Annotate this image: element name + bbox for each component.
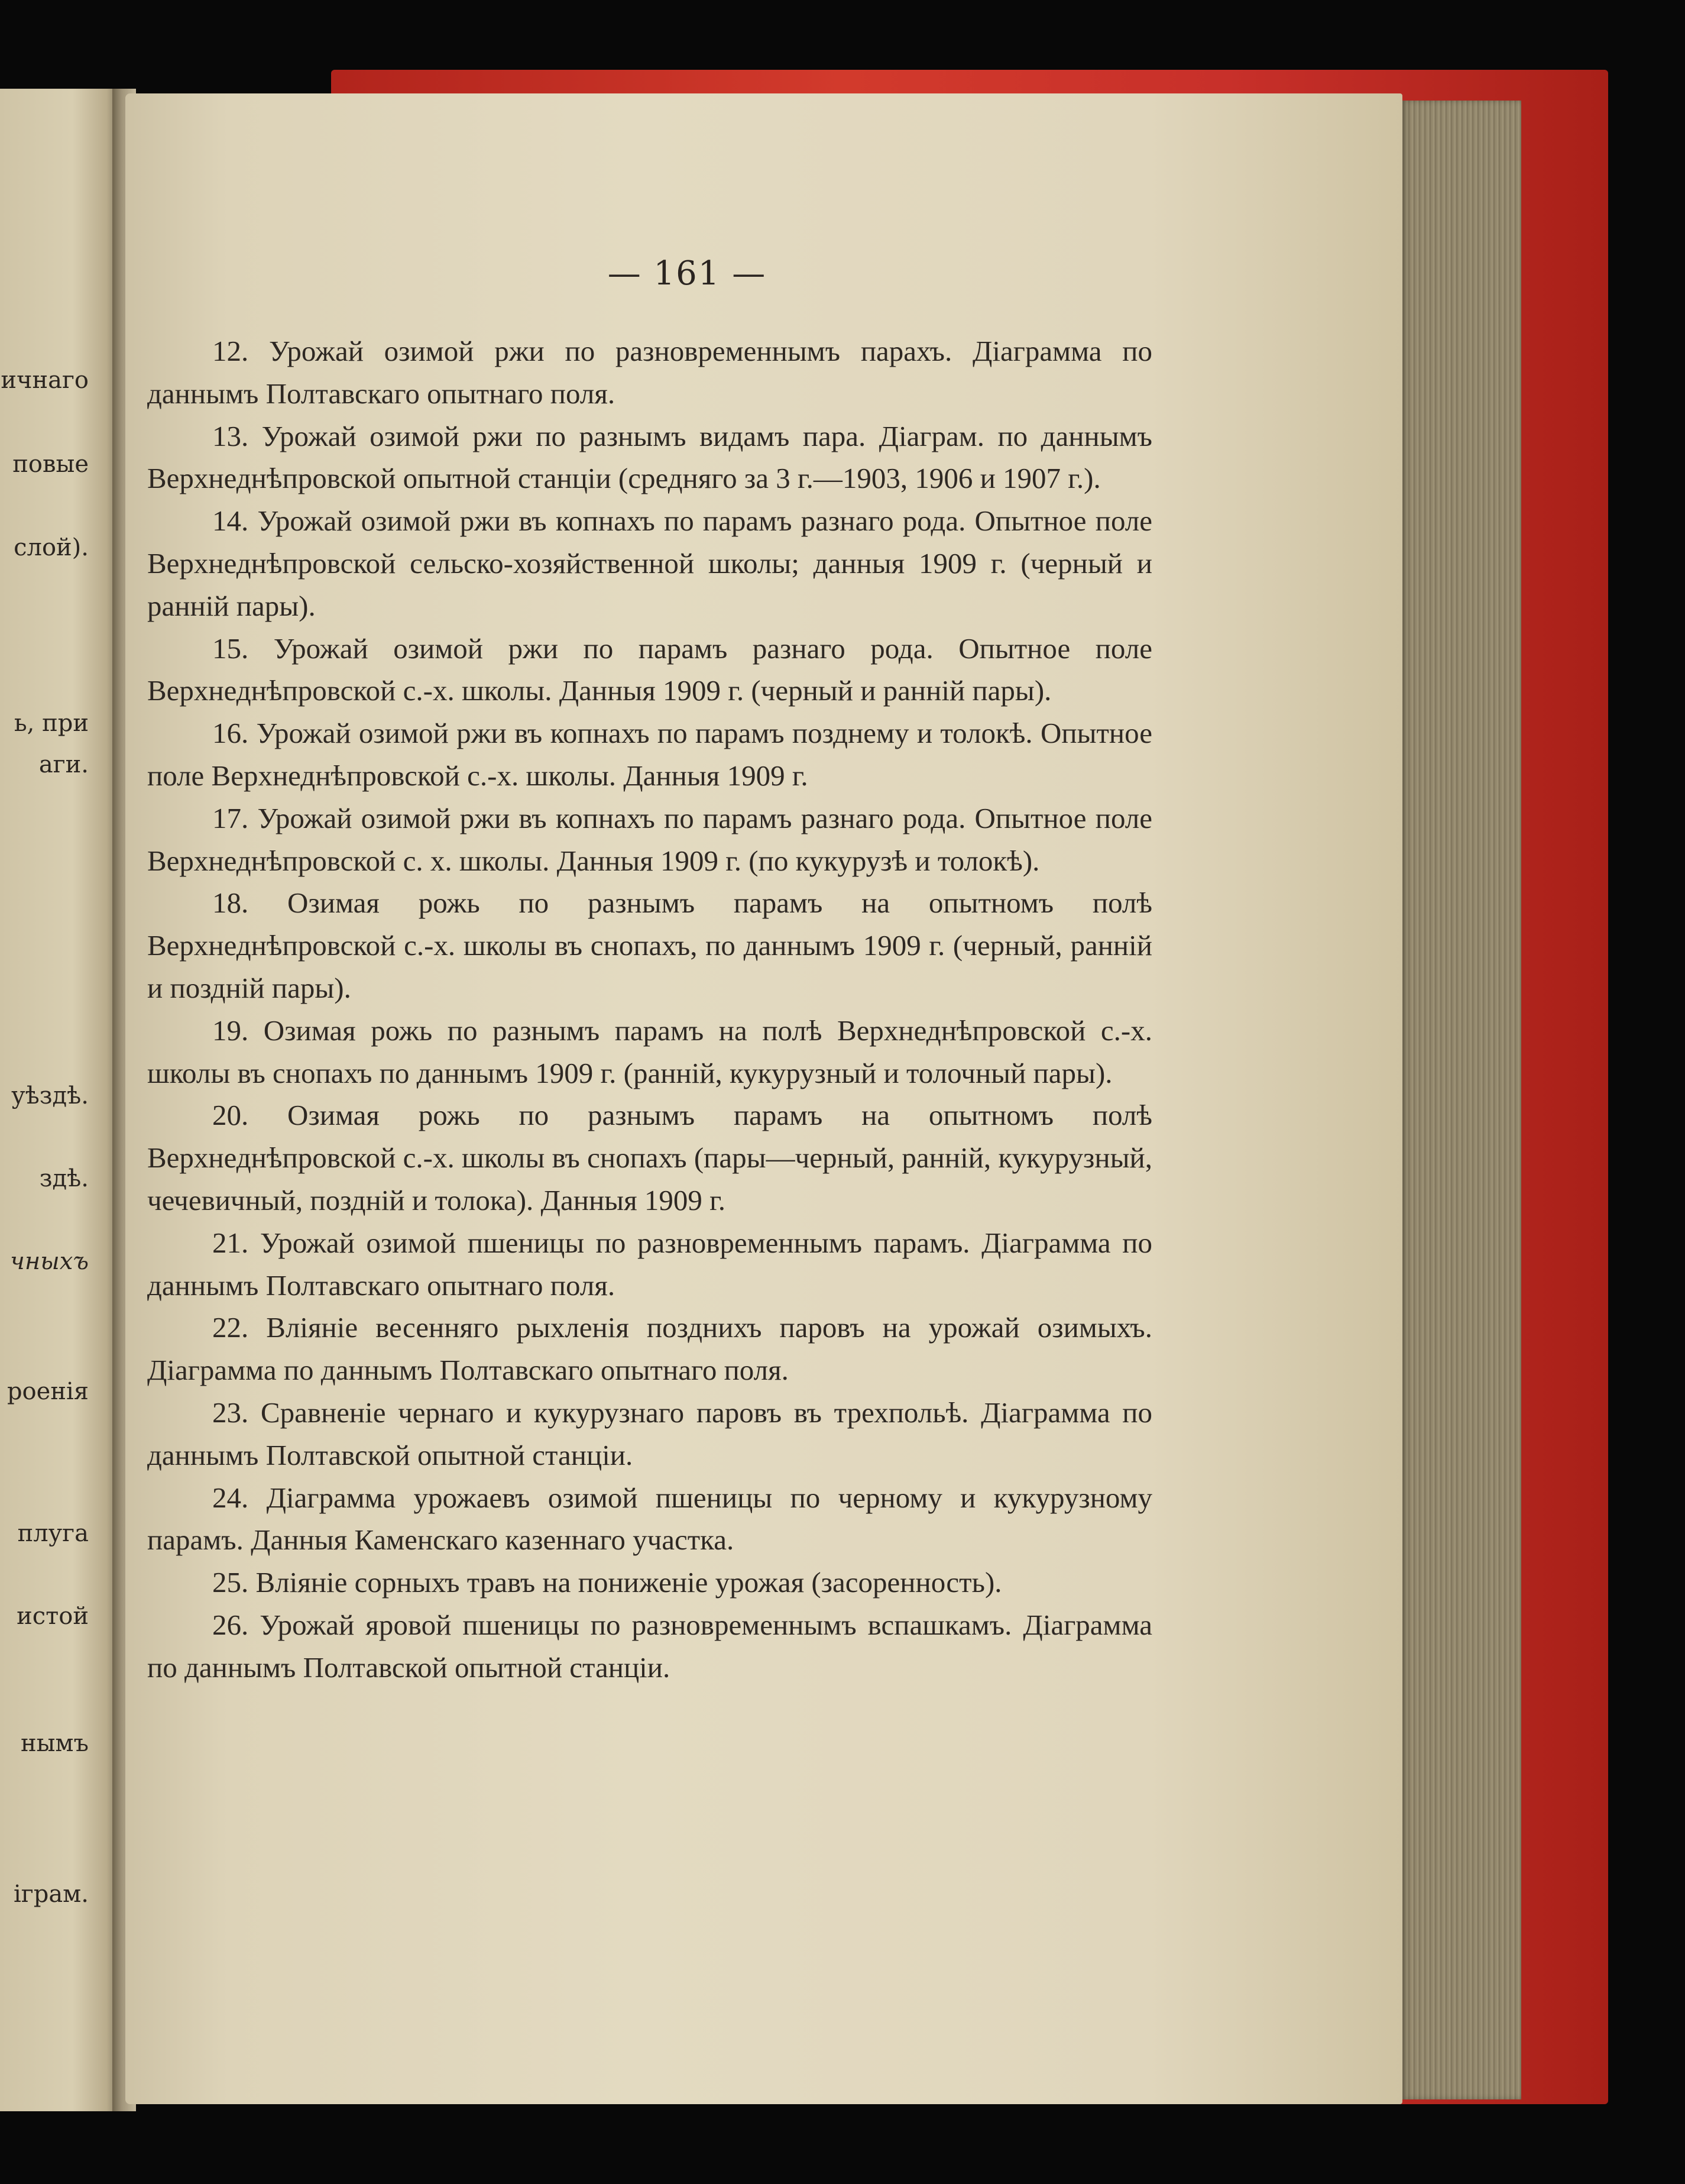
list-item: 26. Урожай яровой пшеницы по разновременнымъ вспашкамъ. Діаграмма по даннымъ Полтавской опытной станціи.: [147, 1608, 1152, 1684]
figure-list: [147, 330, 1152, 1689]
list-item: 14. Урожай озимой ржи въ копнахъ по парамъ разнаго рода. Опытное поле Верхнеднѣпровской сельско-хозяйственной школы; данныя 1909 г. (черный и ранній пары).: [147, 504, 1152, 622]
book-page: [125, 93, 1402, 2104]
list-item: 17. Урожай озимой ржи въ копнахъ по парамъ разнаго рода. Опытное поле Верхнеднѣпровской с. х. школы. Данныя 1909 г. (по кукурузѣ и толокѣ).: [147, 801, 1152, 877]
list-item: 24. Діаграмма урожаевъ озимой пшеницы по черному и кукурузному парамъ. Данныя Каменскаго казеннаго участка.: [147, 1481, 1152, 1557]
list-item: 20. Озимая рожь по разнымъ парамъ на опытномъ полѣ Верхнеднѣпровской с.-х. школы въ снопахъ (пары—черный, ранній, кукурузный, чечевичный, поздній и толока). Данныя 1909 г.: [147, 1099, 1152, 1216]
left-page-line: слой).: [14, 534, 89, 561]
list-item: 25. Вліяніе сорныхъ травъ на пониженіе урожая (засоренность).: [212, 1566, 1002, 1599]
left-page-line: истой: [17, 1603, 89, 1630]
list-item: 12. Урожай озимой ржи по разновременнымъ парахъ. Діаграмма по даннымъ Полтавскаго опытнаго поля.: [147, 335, 1152, 410]
left-page-line: нымъ: [20, 1730, 89, 1757]
left-page-line: плуга: [17, 1520, 89, 1547]
left-page-line: уѣздѣ.: [11, 1082, 89, 1109]
left-page-line: ичнаго: [1, 367, 89, 394]
list-item: 21. Урожай озимой пшеницы по разновременнымъ парамъ. Діаграмма по даннымъ Полтавскаго опытнаго поля.: [147, 1226, 1152, 1302]
previous-page-fragment: [0, 89, 121, 2111]
left-page-line: чныхъ: [9, 1248, 89, 1275]
left-page-line: іграм.: [13, 1881, 89, 1908]
left-page-line: аги.: [38, 751, 89, 778]
list-item: 23. Сравненіе чернаго и кукурузнаго паровъ въ трехпольѣ. Діаграмма по даннымъ Полтавской опытной станціи.: [147, 1396, 1152, 1471]
list-item: 19. Озимая рожь по разнымъ парамъ на полѣ Верхнеднѣпровской с.-х. школы въ снопахъ по даннымъ 1909 г. (ранній, кукурузный и толочный пары).: [147, 1014, 1152, 1089]
left-page-line: ь, при: [14, 710, 89, 737]
list-item: 16. Урожай озимой ржи въ копнахъ по парамъ позднему и толокѣ. Опытное поле Верхнеднѣпровской с.-х. школы. Данныя 1909 г.: [147, 717, 1152, 792]
left-page-line: здѣ.: [39, 1165, 89, 1192]
page-number: — 161 —: [607, 254, 767, 293]
page-block-edge: [1400, 101, 1521, 2099]
list-item: 13. Урожай озимой ржи по разнымъ видамъ пара. Діаграм. по даннымъ Верхнеднѣпровской опытной станціи (средняго за 3 г.—1903, 1906 и 1907 г.).: [147, 419, 1152, 495]
left-page-line: роенія: [7, 1378, 89, 1405]
left-page-line: повые: [12, 451, 89, 478]
list-item: 15. Урожай озимой ржи по парамъ разнаго рода. Опытное поле Верхнеднѣпровской с.-х. школы. Данныя 1909 г. (черный и ранній пары).: [147, 632, 1152, 707]
list-item: 18. Озимая рожь по разнымъ парамъ на опытномъ полѣ Верхнеднѣпровской с.-х. школы въ снопахъ, по даннымъ 1909 г. (черный, ранній и поздній пары).: [147, 886, 1152, 1004]
list-item: 22. Вліяніе весенняго рыхленія позднихъ паровъ на урожай озимыхъ. Діаграмма по даннымъ Полтавскаго опытнаго поля.: [147, 1311, 1152, 1387]
